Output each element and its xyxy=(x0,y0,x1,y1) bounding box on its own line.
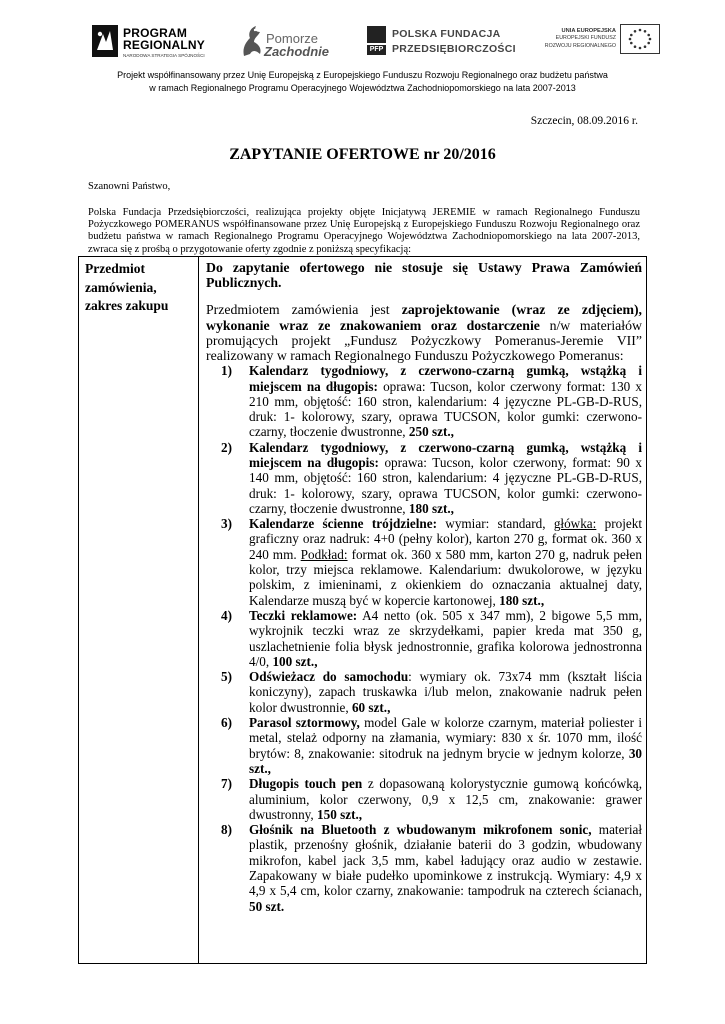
list-item xyxy=(206,608,642,669)
row-label: Przedmiot zamówienia, zakres zakupu xyxy=(85,261,169,313)
pfp-badge: PFP xyxy=(367,45,386,55)
item-quantity: 150 szt., xyxy=(317,806,363,822)
item-quantity: 180 szt., xyxy=(408,500,454,516)
item-text: projekt graficzny oraz nadruk: 4+0 (pełny kolor), karton 270 g, format ok. 360 x 240 mm. xyxy=(249,516,642,562)
item-title: Odświeżacz do samochodu xyxy=(249,669,409,685)
list-item xyxy=(206,715,642,776)
program-regionalny-logo xyxy=(92,22,206,64)
list-item xyxy=(206,776,642,822)
eu-logo-line1: UNIA EUROPEJSKA xyxy=(561,28,616,34)
cofinancing-note xyxy=(0,69,725,95)
list-item xyxy=(206,516,642,608)
item-number: 4) xyxy=(221,607,232,623)
pfp-emblem-icon xyxy=(367,26,386,43)
item-number: 2) xyxy=(221,439,232,455)
cofinancing-line1: Projekt współfinansowany przez Unię Europejską z Europejskiego Funduszu Rozwoju Regionalnego oraz budżetu państwa xyxy=(117,70,608,80)
order-subject-paragraph xyxy=(206,302,642,363)
item-text: model Gale w kolorze czarnym, materiał poliester i metal, stelaż odporny na złamania, wymiary: 830 x śr. 1070 mm, ilość brytów: 8, znakowanie: sitodruk na jednym brycie w jednym kolorze, xyxy=(249,715,642,761)
item-underlined: główka: xyxy=(553,516,597,532)
para-bold: zaprojektowanie (wraz ze zdjęciem), wykonanie wraz ze znakowaniem oraz dostarczenie xyxy=(206,302,642,333)
content-cell xyxy=(199,257,647,964)
pfp-logo-line1: POLSKA FUNDACJA xyxy=(392,28,501,40)
item-quantity: 60 szt., xyxy=(351,699,391,715)
item-quantity: 30 szt., xyxy=(249,745,642,776)
table-row xyxy=(79,257,647,964)
item-title: Kalendarz tygodniowy, z czerwono-czarną gumką, wstążką i miejscem na długopis: xyxy=(249,439,642,470)
intro-paragraph: Polska Fundacja Przedsiębiorczości, realizująca projekty objęte Inicjatywą JEREMIE w ramach Regionalnego Funduszu Pożyczkowego POMERANUS współfinansowane przez Unię Europejską z Europejskiego Funduszu Rozwoju Regionalnego oraz budżetu państwa w ramach Regionalnego Programu Operacyjnego Województwa Zachodniopomorskiego na lata 2007-2013, zwraca się z prośbą o przygotowanie oferty zgodnie z poniższą specyfikacją: xyxy=(88,207,640,255)
item-text: format ok. 360 x 580 mm, karton 270 g, nadruk pełen kolor, trzy miejsca reklamowe. Kalendarium: dwukolorowe, w języku polskim, z imieninami, z okienkiem do oznaczania aktualnej daty, Kalendarze muszą być w kopercie kartonowej, xyxy=(249,546,642,608)
list-item xyxy=(206,822,642,914)
salutation: Szanowni Państwo, xyxy=(88,181,171,192)
pzp-notice: Do zapytanie ofertowego nie stosuje się Ustawy Prawa Zamówień Publicznych. xyxy=(206,260,642,291)
list-item xyxy=(206,669,642,715)
item-text: z dopasowaną kolorystycznie gumową końcówką, aluminium, kolor czerwony, 0,9 x 12,5 cm, znakowanie: grawer dwustronny, xyxy=(249,776,642,822)
item-title: Kalendarz tygodniowy, z czerwono-czarną gumką, wstążką i miejscem na długopis: xyxy=(249,363,642,394)
item-quantity: 250 szt., xyxy=(408,424,454,440)
program-regionalny-emblem-icon xyxy=(92,25,118,57)
item-quantity: 180 szt., xyxy=(499,592,545,608)
cofinancing-line2: w ramach Regionalnego Programu Operacyjnego Województwa Zachodniopomorskiego na lata 2007-2013 xyxy=(149,83,576,93)
item-title: Głośnik na Bluetooth z wbudowanym mikrofonem sonic, xyxy=(249,822,592,838)
item-text: A4 netto (ok. 505 x 347 mm), 2 bigowe 5,5 mm, wykrojnik teczki wraz ze skrzydełkami, papier kreda mat 350 g, uszlachetnienie folia błysk jednostronnie, grafika kolorowa jednostronna 4/0, xyxy=(249,607,642,669)
eu-flag-icon xyxy=(620,24,660,54)
item-title: Kalendarze ścienne trójdzielne: xyxy=(249,516,437,532)
para-text-2: n/w materiałów promujących projekt „Fundusz Pożyczkowy Pomeranus-Jeremie VII” realizowany w ramach Regionalnego Funduszu Pożyczkowego Pomeranus: xyxy=(206,317,642,364)
pomorze-zachodnie-logo xyxy=(238,22,344,64)
eu-logo-line2: EUROPEJSKI FUNDUSZ xyxy=(555,35,616,42)
eu-logo xyxy=(538,22,660,64)
pomorze-logo-line2: Zachodnie xyxy=(264,44,330,59)
item-quantity: 100 szt., xyxy=(272,653,318,669)
logo-strip xyxy=(0,22,725,64)
item-number: 5) xyxy=(221,669,232,685)
program-logo-line1: PROGRAM xyxy=(123,26,188,40)
item-title: Długopis touch pen xyxy=(249,776,363,792)
item-text: wymiar: standard, xyxy=(437,516,554,532)
document-title: ZAPYTANIE OFERTOWE nr 20/2016 xyxy=(229,146,496,163)
list-item xyxy=(206,440,642,516)
list-item xyxy=(206,363,642,439)
item-text: oprawa: Tucson, kolor czerwony format: 130 x 210 mm, objętość: 160 stron, kalendarium: 4 języczne PL-GB-D-RUS, druk: 1- kolorowy, szary, oprawa TUCSON, kolor gumki: czerwono-czarny, tłoczenie dwustronne, xyxy=(249,378,642,440)
item-number: 1) xyxy=(221,363,232,379)
item-number: 8) xyxy=(221,822,232,838)
item-number: 6) xyxy=(221,715,232,731)
label-cell xyxy=(79,257,199,964)
item-text: materiał plastik, przenośny głośnik, działanie baterii do 3 godzin, wbudowany mikrofon, kabel jack 3,5 mm, kabel ładujący oraz audio w zestawie. Zapakowany w białe pudełko upominkowe z instrukcją. Wymiary: 4,9 x 4,9 x 5,4 cm, kolor czarny, znakowanie: tampodruk na czterech ścianach, xyxy=(249,822,643,899)
eu-logo-text xyxy=(545,28,616,50)
item-text: oprawa: Tucson, kolor czerwony, format: 90 x 140 mm, objętość: 160 stron, kalendarium: 4 języczne PL-GB-D-RUS, druk: 1- kolorowy, szary, oprawa TUCSON, kolor gumki: czerwono-czarny, tłoczenie dwustronne, xyxy=(249,455,643,516)
pfp-logo-line2: PRZEDSIĘBIORCZOŚCI xyxy=(392,43,516,55)
item-quantity: 50 szt. xyxy=(249,898,285,914)
para-text-1: Przedmiotem zamówienia jest xyxy=(206,302,402,318)
pomorze-logo-line1: Pomorze xyxy=(266,31,319,46)
eu-logo-line3: ROZWOJU REGIONALNEGO xyxy=(544,42,616,49)
item-number: 7) xyxy=(221,776,232,792)
program-logo-line2: REGIONALNY xyxy=(123,38,206,52)
item-title: Parasol sztormowy, xyxy=(249,715,360,731)
item-title: Teczki reklamowe: xyxy=(249,607,358,623)
item-number: 3) xyxy=(221,516,232,532)
item-underlined: Podkład: xyxy=(300,546,348,562)
pfp-logo xyxy=(367,22,516,64)
items-list xyxy=(206,363,642,914)
program-logo-line3: NARODOWA STRATEGIA SPÓJNOŚCI xyxy=(123,53,205,58)
city-date: Szczecin, 08.09.2016 r. xyxy=(530,115,638,127)
item-text: : wymiary ok. 73x74 mm (kształt liścia koniczyny), zapach truskawka i/lub melon, znakowanie nadruk pełen kolor dwustronnie, xyxy=(249,669,643,715)
specification-table xyxy=(78,256,647,964)
griffin-icon xyxy=(238,24,266,60)
